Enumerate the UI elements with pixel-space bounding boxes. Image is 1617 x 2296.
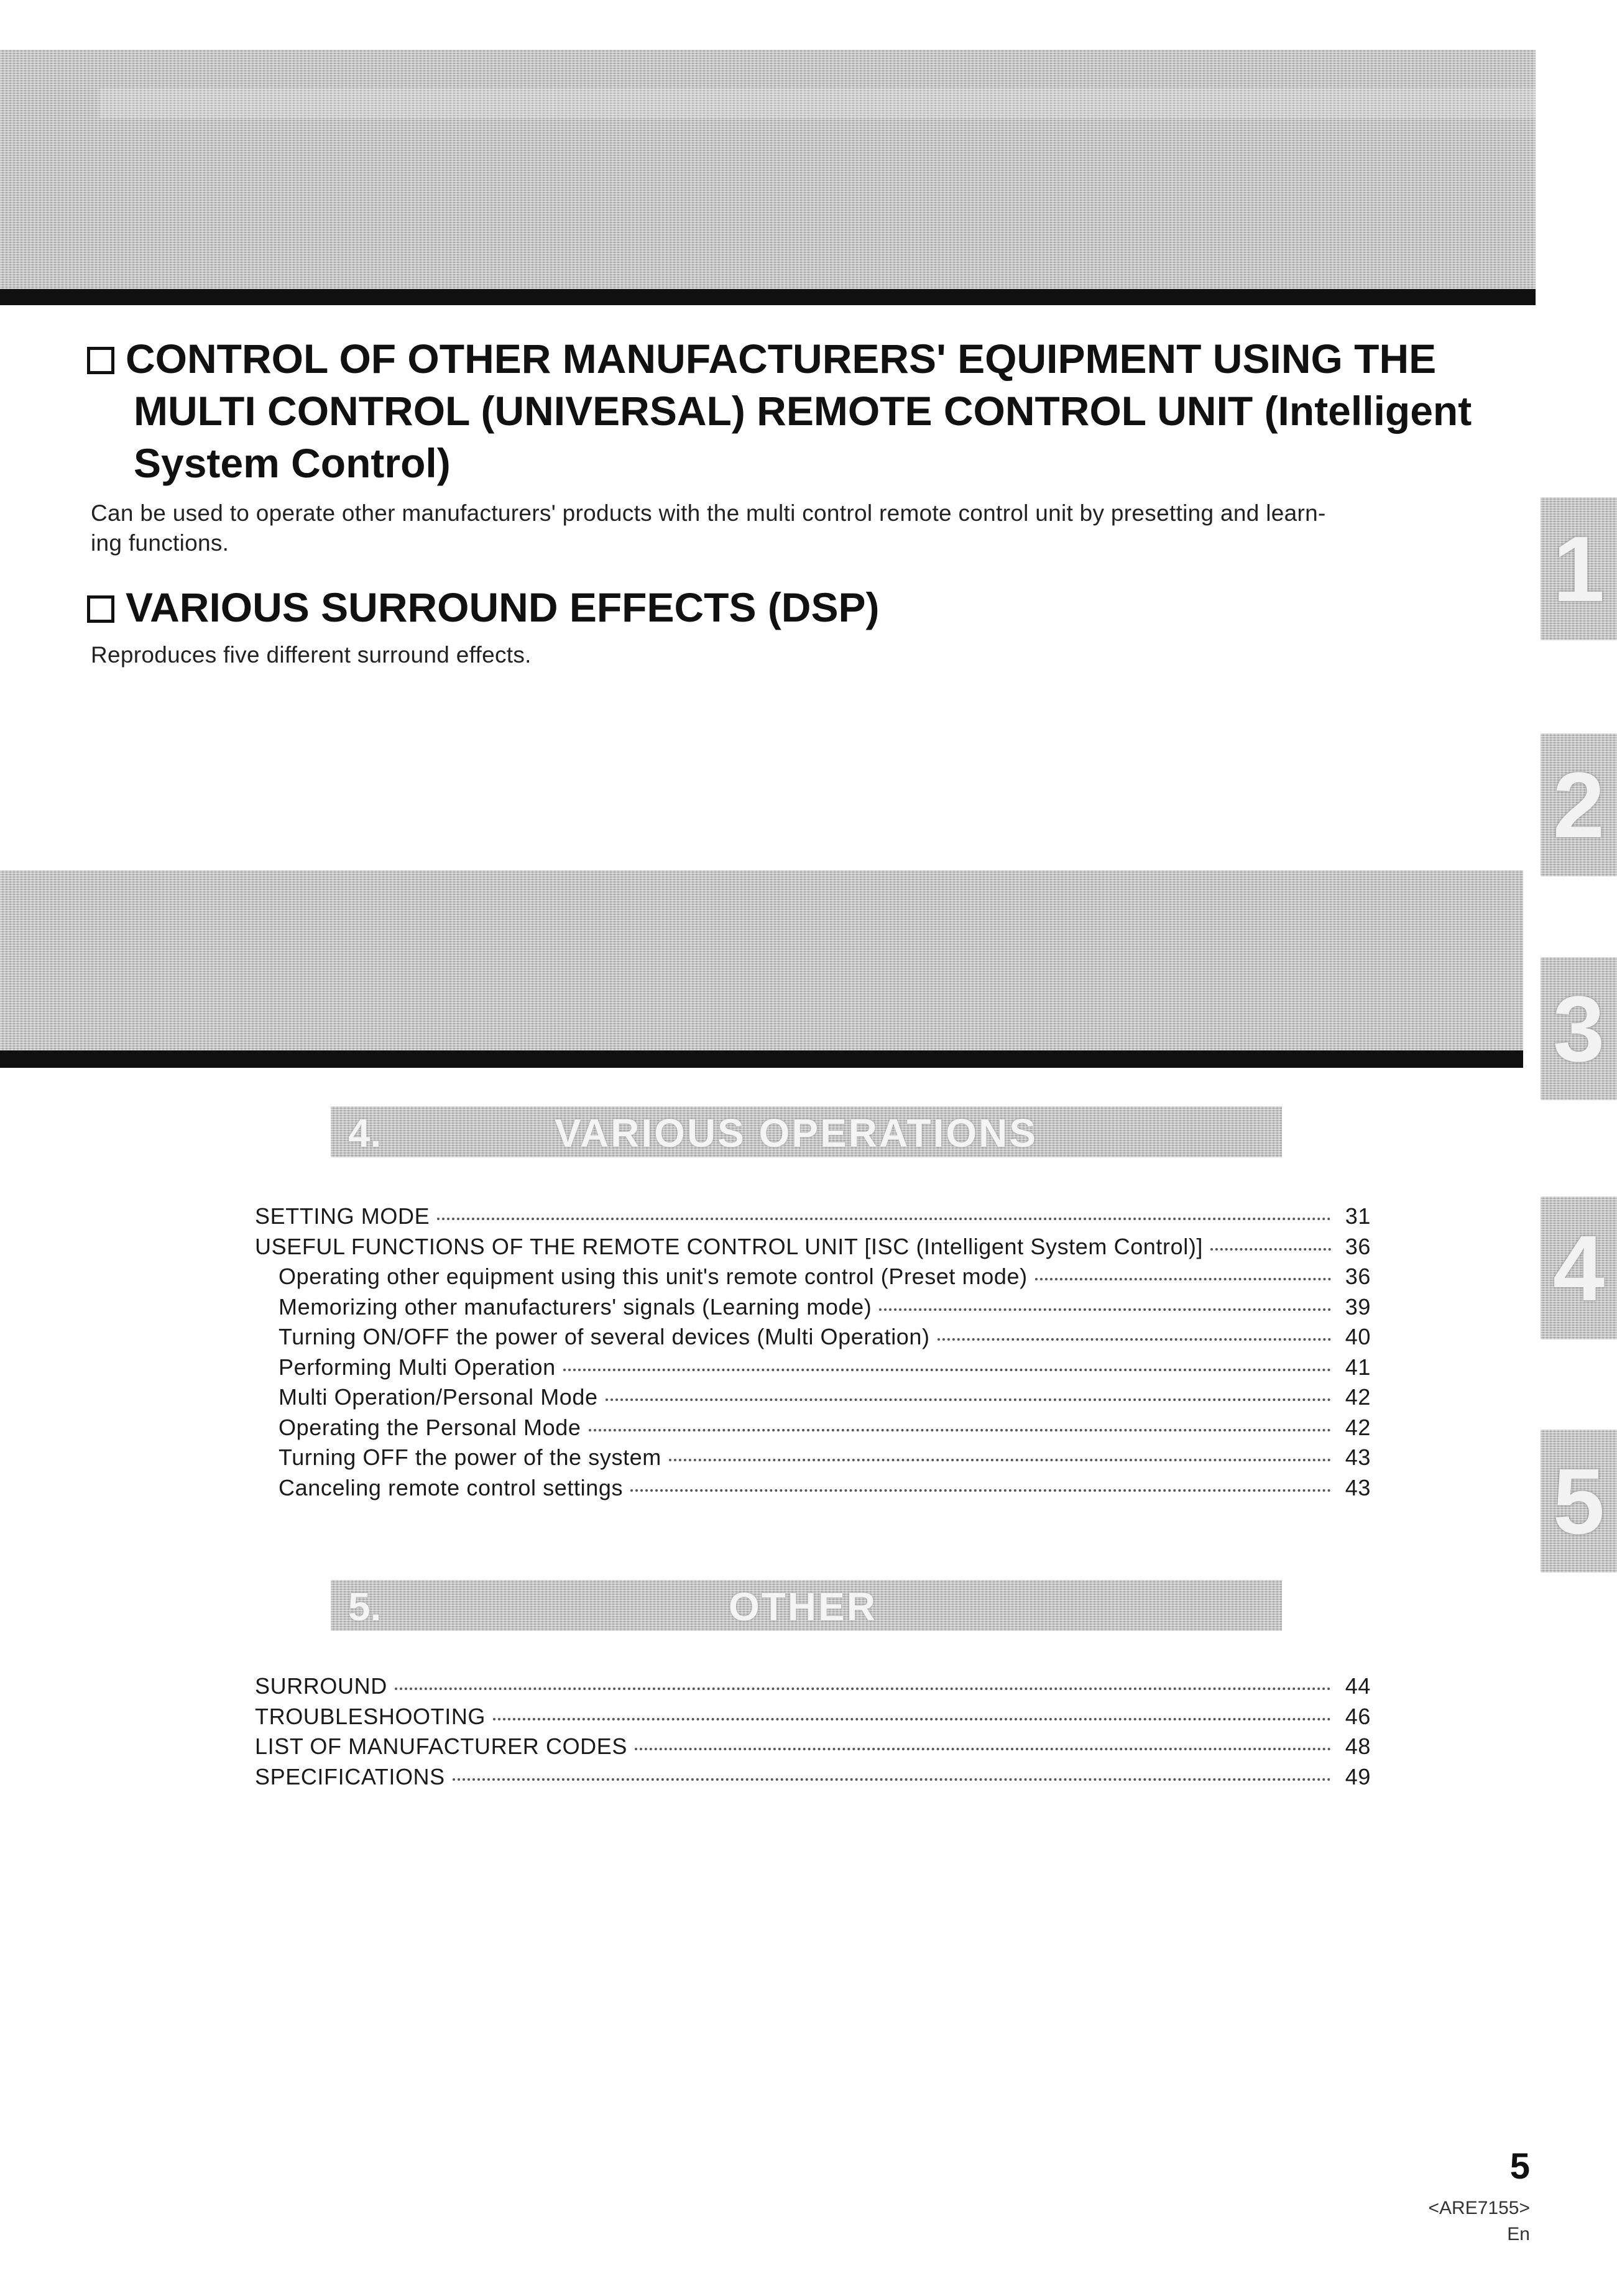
leader-dots — [437, 1218, 1331, 1220]
toc-entry-page: 49 — [1345, 1763, 1371, 1789]
toc-entry-label: Operating the Personal Mode — [279, 1414, 581, 1440]
toc-entry-label: USEFUL FUNCTIONS OF THE REMOTE CONTROL UNIT [ISC (Intelligent System Control)] — [255, 1233, 1204, 1259]
header-banner-highlight — [99, 88, 1536, 118]
page-number: 5 — [1509, 2146, 1530, 2187]
toc-entry-label: Turning OFF the power of the system — [279, 1444, 661, 1470]
chapter-tab-2[interactable]: 2 — [1541, 733, 1617, 876]
toc-entry-label: Operating other equipment using this unit's remote control (Preset mode) — [279, 1264, 1028, 1289]
toc-entry[interactable] — [255, 1764, 1371, 1794]
feature-title-isc: CONTROL OF OTHER MANUFACTURERS' EQUIPMENT USING THE MULTI CONTROL (UNIVERSAL) REMOTE CONTROL UNIT (Intelligent System Control) — [87, 333, 1472, 489]
chapter-tab-5[interactable]: 5 — [1541, 1430, 1617, 1573]
toc-entry[interactable] — [255, 1415, 1371, 1445]
toc-entry-label: LIST OF MANUFACTURER CODES — [255, 1733, 628, 1759]
section-title: VARIOUS OPERATIONS — [555, 1111, 1038, 1155]
toc-entry-page: 36 — [1345, 1264, 1371, 1289]
middle-banner — [0, 870, 1523, 1068]
leader-dots — [395, 1688, 1331, 1690]
section-title: OTHER — [729, 1584, 877, 1629]
section-number: 5. — [348, 1584, 382, 1629]
toc-entry-page: 48 — [1345, 1733, 1371, 1759]
toc-entry[interactable] — [255, 1324, 1371, 1354]
feature-title-dsp: VARIOUS SURROUND EFFECTS (DSP) — [87, 581, 880, 633]
toc-entry[interactable] — [255, 1704, 1371, 1734]
toc-entry[interactable] — [255, 1475, 1371, 1505]
header-banner — [0, 50, 1536, 305]
toc-entry[interactable] — [255, 1384, 1371, 1415]
chapter-tab-4[interactable]: 4 — [1541, 1196, 1617, 1339]
toc-entry-label: SETTING MODE — [255, 1203, 430, 1229]
toc-entry-page: 31 — [1345, 1203, 1371, 1229]
leader-dots — [879, 1308, 1331, 1311]
toc-entry[interactable] — [255, 1733, 1371, 1764]
checkbox-square-icon — [87, 347, 114, 374]
toc-entry-label: Memorizing other manufacturers' signals (Learning mode) — [279, 1293, 872, 1320]
chapter-tab-3[interactable]: 3 — [1541, 957, 1617, 1100]
toc-entry-page: 46 — [1345, 1703, 1371, 1729]
leader-dots — [589, 1429, 1332, 1431]
leader-dots — [937, 1338, 1331, 1341]
toc-entry-label: Turning ON/OFF the power of several devices (Multi Operation) — [279, 1324, 930, 1349]
toc-entry-page: 42 — [1345, 1384, 1371, 1410]
section-heading-other — [331, 1580, 1282, 1631]
language-code: En — [1507, 2224, 1530, 2244]
toc-entry-page: 43 — [1345, 1444, 1371, 1470]
leader-dots — [1035, 1278, 1331, 1280]
leader-dots — [635, 1748, 1331, 1750]
toc-entry-page: 39 — [1345, 1293, 1371, 1320]
section-heading-various-operations — [331, 1106, 1282, 1157]
leader-dots — [453, 1778, 1331, 1781]
toc-entry-label: Multi Operation/Personal Mode — [279, 1384, 598, 1410]
toc-entry-page: 44 — [1345, 1673, 1371, 1699]
checkbox-square-icon — [87, 595, 114, 623]
toc-entry-page: 42 — [1345, 1414, 1371, 1440]
toc-entry-page: 40 — [1345, 1324, 1371, 1349]
feature-description-isc: Can be used to operate other manufacturers' products with the multi control remote control unit by presetting and learn- ing functions. — [91, 500, 1326, 556]
toc-entry[interactable] — [255, 1444, 1371, 1475]
toc-entry-page: 36 — [1345, 1233, 1371, 1259]
toc-entry[interactable] — [255, 1234, 1371, 1264]
leader-dots — [606, 1398, 1331, 1401]
leader-dots — [493, 1718, 1331, 1720]
toc-entry[interactable] — [255, 1294, 1371, 1325]
toc-entry-label: SURROUND — [255, 1673, 387, 1699]
toc-other — [255, 1673, 1371, 1794]
toc-entry-page: 43 — [1345, 1474, 1371, 1500]
toc-entry[interactable] — [255, 1264, 1371, 1294]
chapter-tab-1[interactable]: 1 — [1541, 497, 1617, 640]
leader-dots — [563, 1369, 1331, 1371]
toc-entry[interactable] — [255, 1673, 1371, 1704]
toc-entry-label: TROUBLESHOOTING — [255, 1703, 486, 1729]
leader-dots — [630, 1489, 1331, 1492]
toc-various-operations — [255, 1203, 1371, 1505]
leader-dots — [1210, 1248, 1331, 1251]
toc-entry-label: Performing Multi Operation — [279, 1354, 556, 1380]
leader-dots — [669, 1459, 1331, 1461]
toc-entry[interactable] — [255, 1203, 1371, 1234]
toc-entry-page: 41 — [1345, 1354, 1371, 1380]
document-code: <ARE7155> — [1428, 2198, 1530, 2218]
toc-entry[interactable] — [255, 1354, 1371, 1385]
section-number: 4. — [348, 1111, 382, 1155]
toc-entry-label: Canceling remote control settings — [279, 1474, 624, 1500]
toc-entry-label: SPECIFICATIONS — [255, 1763, 445, 1789]
feature-description-dsp: Reproduces five different surround effects. — [91, 642, 532, 668]
